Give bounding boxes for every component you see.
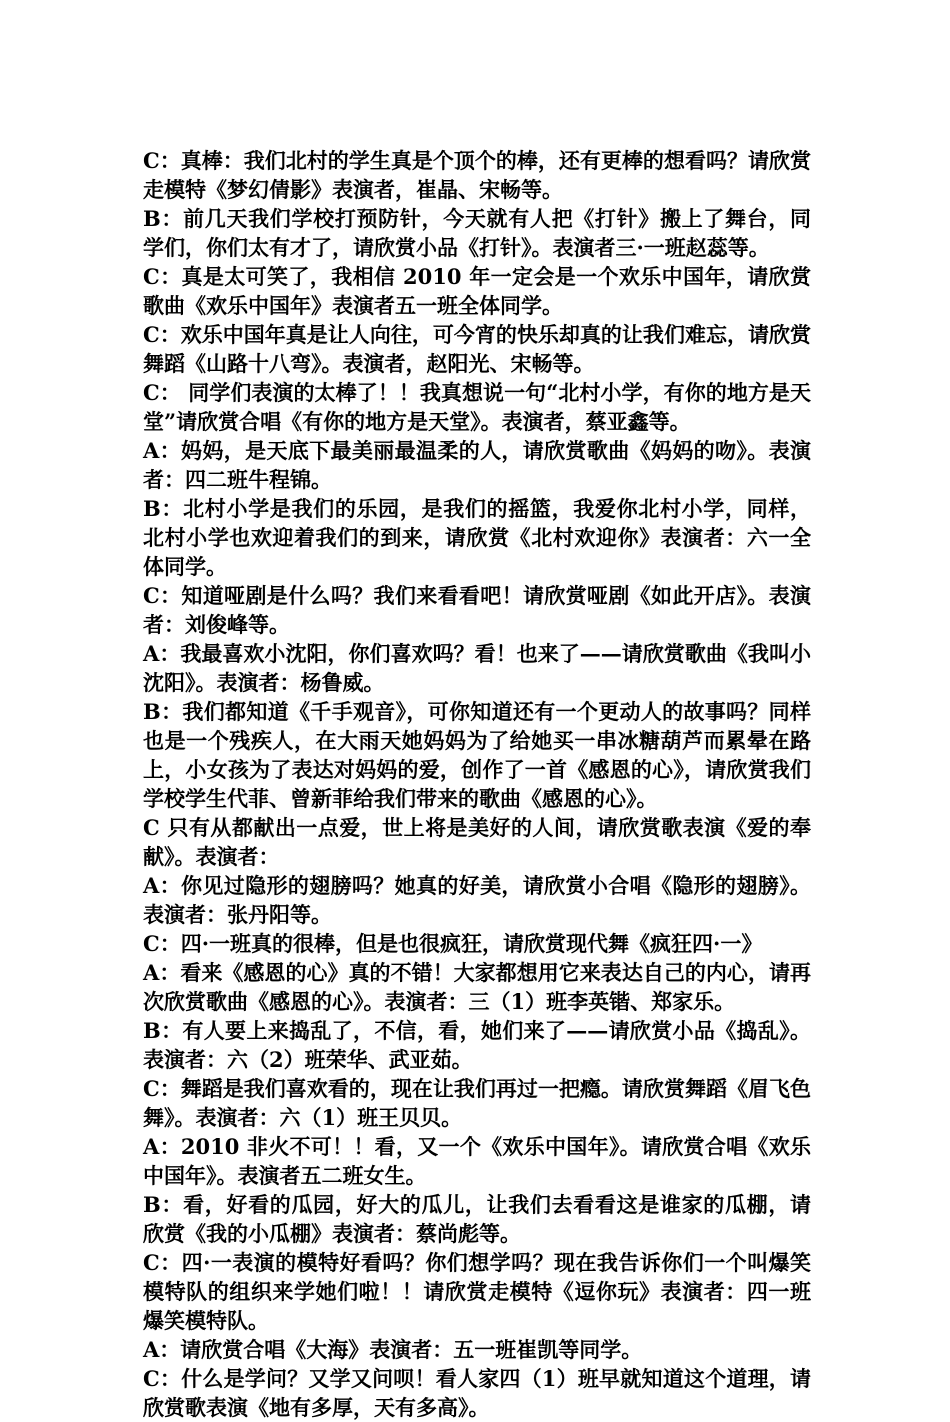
paragraph: C：舞蹈是我们喜欢看的，现在让我们再过一把瘾。请欣赏舞蹈《眉飞色舞》。表演者：六（1）班王贝贝。 (143, 1076, 811, 1130)
paragraph: C：知道哑剧是什么吗？我们来看看吧！请欣赏哑剧《如此开店》。表演者：刘俊峰等。 (143, 583, 811, 637)
paragraph: B：我们都知道《千手观音》，可你知道还有一个更动人的故事吗？同样也是一个残疾人，在大雨天她妈妈为了给她买一串冰糖葫芦而累晕在路上，小女孩为了表达对妈妈的爱，创作了一首《感恩的心》，请欣赏我们学校学生代菲、曾新菲给我们带来的歌曲《感恩的心》。 (143, 699, 811, 811)
paragraph: C：什么是学问？又学又问呗！看人家四（1）班早就知道这个道理，请欣赏歌表演《地有多厚，天有多高》。 (143, 1366, 811, 1420)
paragraph: C：真是太可笑了，我相信 2010 年一定会是一个欢乐中国年，请欣赏歌曲《欢乐中国年》表演者五一班全体同学。 (143, 264, 811, 318)
paragraph: B：前几天我们学校打预防针，今天就有人把《打针》搬上了舞台，同学们，你们太有才了，请欣赏小品《打针》。表演者三·一班赵蕊等。 (143, 206, 811, 260)
paragraph: C：四·一班真的很棒，但是也很疯狂，请欣赏现代舞《疯狂四·一》 (143, 931, 763, 956)
paragraph: A：看来《感恩的心》真的不错！大家都想用它来表达自己的内心，请再次欣赏歌曲《感恩的心》。表演者：三（1）班李英锴、郑家乐。 (143, 960, 811, 1014)
paragraph: C：欢乐中国年真是让人向往，可今宵的快乐却真的让我们难忘，请欣赏舞蹈《山路十八弯》。表演者，赵阳光、宋畅等。 (143, 322, 811, 376)
paragraph: C 只有从都献出一点爱，世上将是美好的人间，请欣赏歌表演《爱的奉献》。表演者： (143, 815, 811, 869)
paragraph: B：北村小学是我们的乐园，是我们的摇篮，我爱你北村小学，同样，北村小学也欢迎着我们的到来，请欣赏《北村欢迎你》表演者：六一全体同学。 (143, 496, 811, 579)
paragraph: A：我最喜欢小沈阳，你们喜欢吗？看！也来了——请欣赏歌曲《我叫小沈阳》。表演者：杨鲁威。 (143, 641, 811, 695)
paragraph: B：看，好看的瓜园，好大的瓜儿，让我们去看看这是谁家的瓜棚，请欣赏《我的小瓜棚》表演者：蔡尚彪等。 (143, 1192, 811, 1246)
paragraph: C：真棒：我们北村的学生真是个顶个的棒，还有更棒的想看吗？请欣赏走模特《梦幻倩影》表演者，崔晶、宋畅等。 (143, 148, 811, 202)
paragraph: B：有人要上来捣乱了，不信，看，她们来了——请欣赏小品《捣乱》。表演者：六（2）班荣华、武亚茹。 (143, 1018, 811, 1072)
paragraph: A：你见过隐形的翅膀吗？她真的好美，请欣赏小合唱《隐形的翅膀》。表演者：张丹阳等。 (143, 873, 811, 927)
paragraph: A：2010 非火不可！！看，又一个《欢乐中国年》。请欣赏合唱《欢乐中国年》。表演者五二班女生。 (143, 1134, 811, 1188)
paragraph: C：四·一表演的模特好看吗？你们想学吗？现在我告诉你们一个叫爆笑模特队的组织来学她们啦！！请欣赏走模特《逗你玩》表演者：四一班爆笑模特队。 (143, 1250, 811, 1333)
paragraph: C： 同学们表演的太棒了！！我真想说一句“北村小学，有你的地方是天堂”请欣赏合唱《有你的地方是天堂》。表演者，蔡亚鑫等。 (143, 380, 811, 434)
paragraph: A：妈妈，是天底下最美丽最温柔的人，请欣赏歌曲《妈妈的吻》。表演者：四二班牛程锦。 (143, 438, 811, 492)
document-page (143, 146, 811, 1422)
paragraph: A：请欣赏合唱《大海》表演者：五一班崔凯等同学。 (143, 1337, 643, 1362)
